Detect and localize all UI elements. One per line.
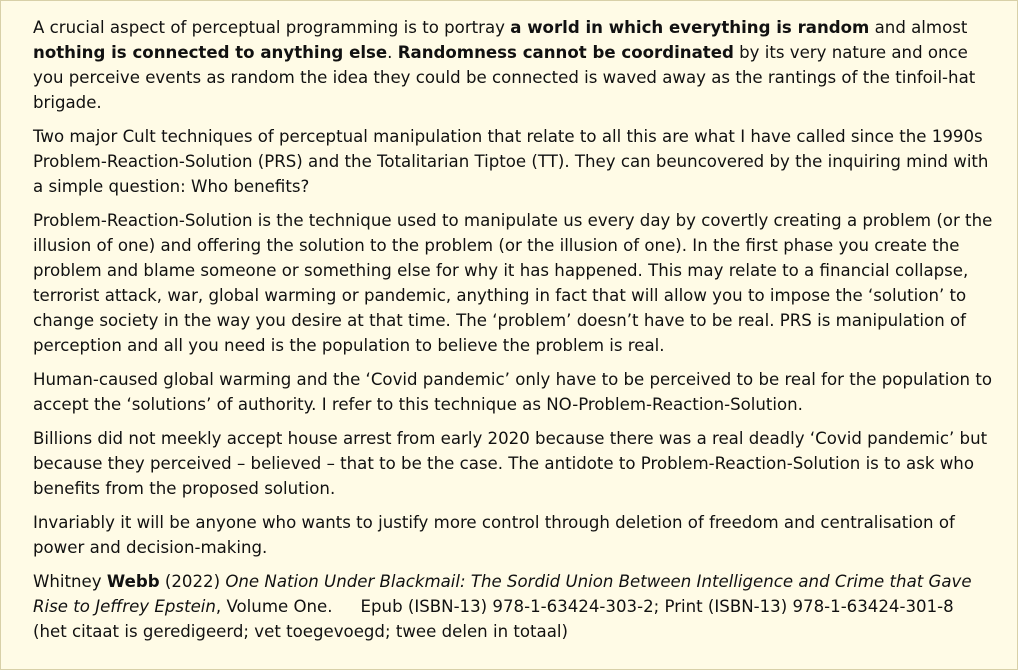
paragraph-randomness xyxy=(33,15,999,115)
paragraph-cult-techniques xyxy=(33,124,999,199)
text-segment: . xyxy=(387,43,398,62)
text-segment: A crucial aspect of perceptual programming is to portray xyxy=(33,18,511,37)
text-segment: Human-caused global warming and the ‘Covid pandemic’ only have to be perceived to be real for the population to accept the ‘solutions’ of authority. I refer to this technique as NO-Problem-Reaction-Solution. xyxy=(33,370,993,414)
citation-isbn: Epub (ISBN-13) 978-1-63424-303-2; Print (ISBN-13) 978-1-63424-301-8 xyxy=(360,597,954,616)
text-segment: by its very nature and once you perceive events as random the idea they could be connected is waved away as the rantings of the tinfoil-hat brigade. xyxy=(33,43,976,112)
text-segment: Billions did not meekly accept house arrest from early 2020 because there was a real deadly ‘Covid pandemic’ but because they perceived – believed – that to be the case. The antidote to Problem-Reaction-Solution is to ask who benefits from the proposed solution. xyxy=(33,429,988,498)
citation-note: (het citaat is geredigeerd; vet toegevoegd; twee delen in totaal) xyxy=(33,622,568,641)
bold-text-segment: nothing is connected to anything else xyxy=(33,43,388,62)
bold-text-segment: a world in which everything is random xyxy=(510,18,870,37)
paragraph-control xyxy=(33,510,999,560)
paragraph-problem-reaction-solution xyxy=(33,208,999,358)
citation-year: (2022) xyxy=(159,572,226,591)
text-segment: and almost xyxy=(869,18,968,37)
text-segment: Invariably it will be anyone who wants to justify more control through deletion of freedom and centralisation of power and decision-making. xyxy=(33,513,955,557)
citation-title: One Nation Under Blackmail: The Sordid Union Between Intelligence and Crime that Gave Rise to Jeffrey Epstein xyxy=(33,572,972,616)
document-body xyxy=(1,1,1017,644)
text-segment: Problem-Reaction-Solution is the technique used to manipulate us every day by covertly creating a problem (or the illusion of one) and offering the solution to the problem (or the illusion of one). In the first phase you create the problem and blame someone or something else for why it has happened. This may relate to a financial collapse, terrorist attack, war, global warming or pandemic, anything in fact that will allow you to impose the ‘solution’ to change society in the way you desire at that time. The ‘problem’ doesn’t have to be real. PRS is manipulation of perception and all you need is the population to believe the problem is real. xyxy=(33,211,993,355)
citation xyxy=(33,569,999,644)
text-segment: Two major Cult techniques of perceptual manipulation that relate to all this are what I have called since the 1990s Problem-Reaction-Solution (PRS) and the Totalitarian Tiptoe (TT). They can beuncovered by the inquiring mind with a simple question: Who benefits? xyxy=(33,127,989,196)
citation-volume: , Volume One. xyxy=(215,597,333,616)
bold-text-segment: Randomness cannot be coordinated xyxy=(397,43,734,62)
citation-author-first: Whitney xyxy=(33,572,107,591)
citation-author-last: Webb xyxy=(106,572,160,591)
paragraph-house-arrest xyxy=(33,426,999,501)
paragraph-global-warming xyxy=(33,367,999,417)
